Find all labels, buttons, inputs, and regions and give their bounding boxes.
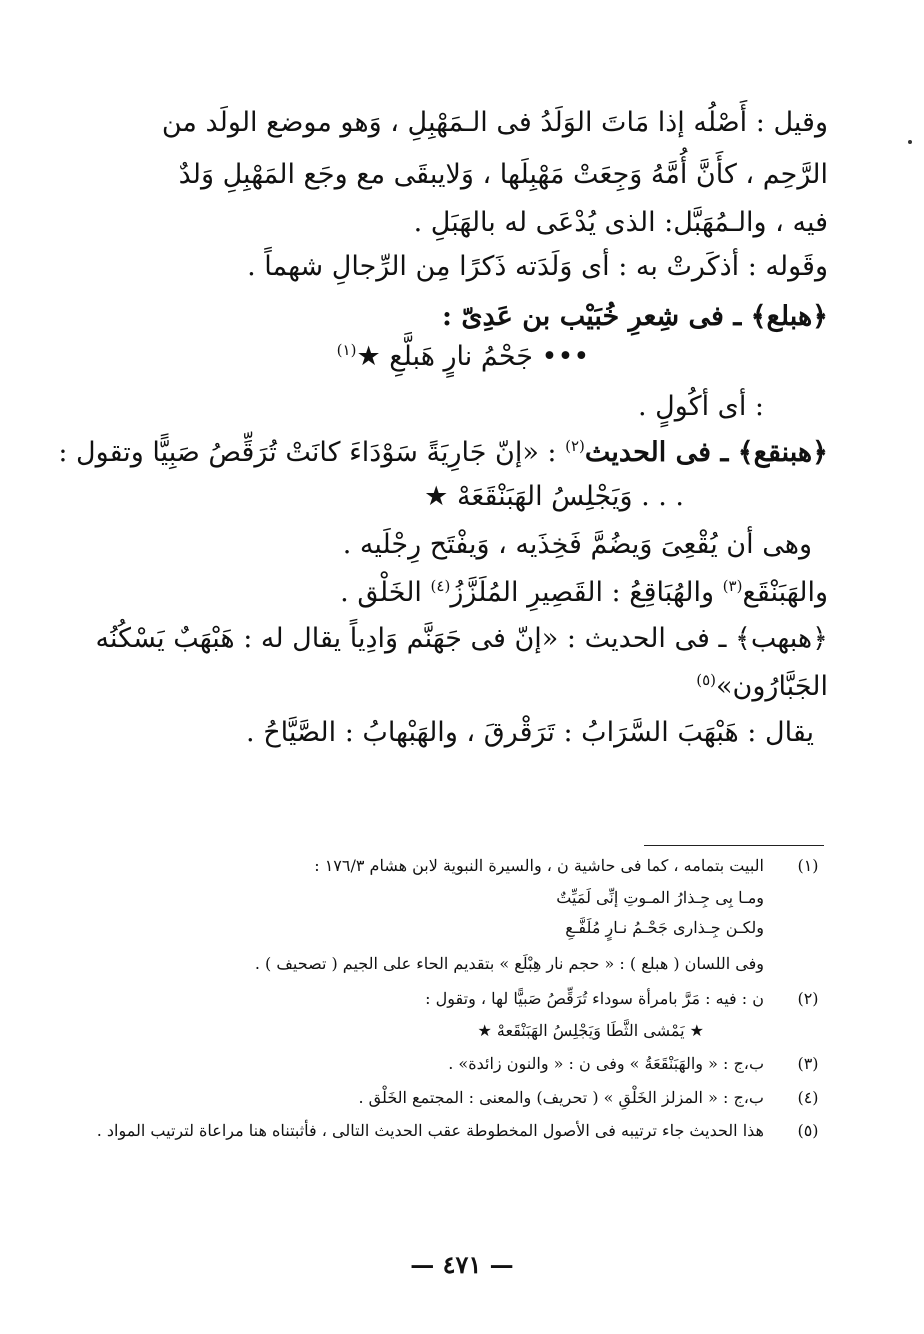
body-line-hbhb-3: يقال : هَبْهَبَ السَّرَابُ : تَرَقْرقَ ، والهَبْهابُ : الصَّيَّاحُ . <box>246 717 814 748</box>
verse-hbl3 <box>98 340 828 374</box>
footnote-text: ب،ج : « والهَبَنْقَعَةُ » وفى ن : « والنون زائدة» . <box>448 1054 764 1073</box>
body-line-gloss: : أى أكُولٍ . <box>638 391 764 422</box>
footnote-verse: ★ يَمْشى الثَّطَا وَيَجْلِسُ الهَبَنْقَعهْ ★ <box>477 1021 704 1040</box>
footnote-ref-4: (٤) <box>430 577 451 595</box>
footnote-2 <box>0 988 924 1048</box>
footnote-4 <box>0 1087 924 1117</box>
footnote-number: (٤) <box>797 1088 819 1107</box>
footnote-text: ن : فيه : مَرَّ بامرأة سوداء تُرَقِّصُ صَبيًّا لها ، وتقول : <box>425 989 764 1008</box>
entry-hbnq3-head: ﴿هبنقع﴾ ـ فى الحديث <box>584 437 828 468</box>
footnote-text: وفى اللسان ( هبلع ) : « حجم نار هِبْلَع » بتقديم الحاء على الجيم ( تصحيف ) . <box>254 954 764 973</box>
body-line-4: وقَوله : أذكَرتْ به : أى وَلَدَته ذَكرًا مِن الرِّجالِ شهماً . <box>247 251 828 282</box>
footnote-number: (٣) <box>797 1054 819 1073</box>
body-line-hbhb-2 <box>98 670 828 704</box>
body-line-3: فيه ، والـمُهَبَّل: الذى يُدْعَى له بالهَبَلِ . <box>413 207 828 238</box>
footnote-text: هذا الحديث جاء ترتيبه فى الأصول المخطوطة عقب الحديث التالى ، فأثبتناه هنا مراعاة لترتيب المواد . <box>96 1121 764 1140</box>
body-line-2: الرَّحِم ، كأَنَّ أُمَّهُ وَجِعَتْ مَهْبِلَها ، وَلايبقَى مع وجَع المَهْبِلِ وَلدٌ <box>178 159 828 190</box>
footnote-number: (١) <box>797 856 819 875</box>
footnote-ref-5: (٥) <box>696 671 717 689</box>
entry-hbhb: ﴿هبهب﴾ ـ فى الحديث : «إنّ فى جَهَنَّم وَادِياً يقال له : هَبْهَبٌ يَسْكُنُه <box>95 623 828 654</box>
def-end: الخَلْق . <box>340 577 431 608</box>
footnote-ref-2: (٢) <box>565 437 585 455</box>
footnote-verse-1: ومـا بِى جِـذارُ المـوتِ إنِّى لَمَيِّتٌ <box>556 888 764 907</box>
verse-hbnq3: . . . وَيَجْلِسُ الهَبَنْقَعَهْ ★ <box>424 481 684 512</box>
footnote-ref-3: (٣) <box>722 577 743 595</box>
footnote-text: البيت بتمامه ، كما فى حاشية ن ، والسيرة النبوية لابن هشام ١٧٦/٣ : <box>314 856 764 875</box>
footnote-number: (٢) <box>797 989 819 1008</box>
entry-hbnq3 <box>58 436 828 470</box>
body-line-1: وقيل : أَصْلُه إذا مَاتَ الوَلَدُ فى الـمَهْبِلِ ، وَهو موضع الولَد من <box>161 107 828 138</box>
margin-dot <box>908 140 912 144</box>
footnote-3 <box>0 1053 924 1083</box>
def-text: والهُبَاقِعُ : القَصِيرِ المُلَزَّزُ <box>450 577 723 608</box>
body-line-hbnq3-gloss: وهى أن يُقْعِىَ وَيضُمَّ فَخِذَيه ، وَيفْتَح رِجْلَيه . <box>342 529 812 560</box>
footnote-ref-1: (١) <box>336 341 357 359</box>
entry-hbnq3-text: : «إنّ جَارِيَةً سَوْدَاءَ كانَتْ تُرَقِّصُ صَبِيًّا وتقول : <box>58 437 566 468</box>
footnote-number: (٥) <box>797 1121 819 1140</box>
verse-text: ••• جَحْمُ نارٍ هَبلَّعِ ★ <box>356 341 590 372</box>
footnote-5 <box>0 1120 924 1190</box>
footnote-separator <box>644 845 824 846</box>
body-line-hbnq3-def <box>98 576 828 610</box>
entry-hbl3: ﴿هبلع﴾ ـ فى شِعرِ خُبَيْب بن عَدِىّ : <box>442 301 828 332</box>
footnote-text: ب،ج : « المزلز الخَلْقِ » ( تحريف) والمعنى : المجتمع الخَلْق . <box>358 1088 764 1107</box>
footnote-1 <box>0 855 924 975</box>
footnote-verse-2: ولكـن جِـذارى جَحْـمُ نـارٍ مُلَفَّـعِ <box>565 918 764 937</box>
page-number: — ٤٧١ — <box>410 1250 514 1279</box>
hbhb-cont: الجَبَّارُون» <box>716 671 828 702</box>
def-term: والهَبَنْقَع <box>742 577 828 608</box>
